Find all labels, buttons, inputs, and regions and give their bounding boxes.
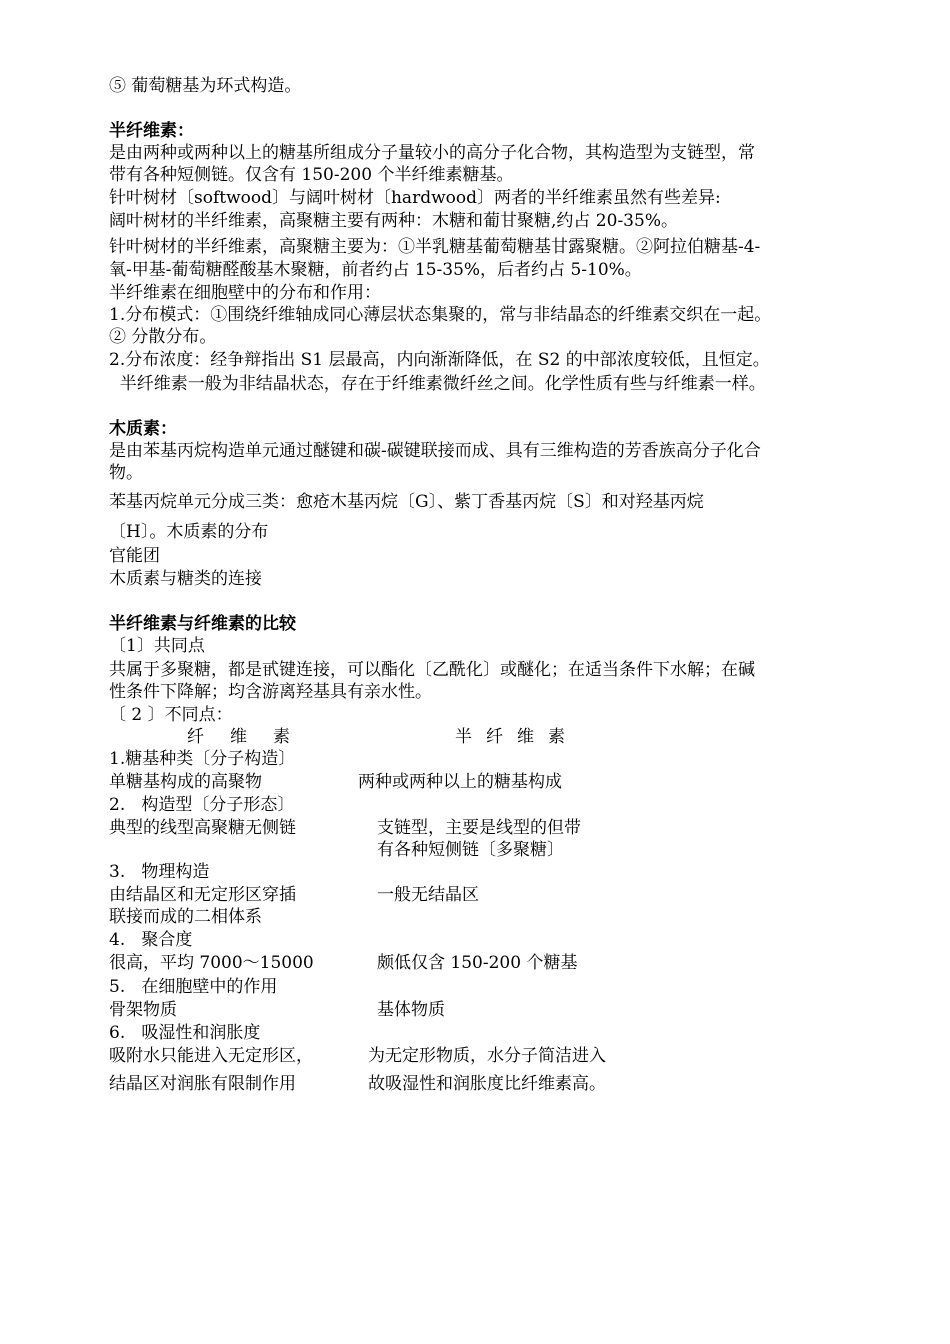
- paragraph-line: 1.分布模式：①围绕纤维轴成同心薄层状态集聚的，常与非结晶态的纤维素交织在一起。: [109, 305, 772, 325]
- paragraph-line: 性条件下降解；均含游离羟基具有亲水性。: [109, 682, 432, 702]
- paragraph-line: 半纤维素在细胞壁中的分布和作用：: [109, 283, 381, 303]
- compare-cell-cellulose: 典型的线型高聚糖无侧链: [109, 818, 296, 838]
- compare-cell-hemicellulose: 故吸湿性和润胀度比纤维素高。: [368, 1074, 606, 1094]
- compare-cell-hemicellulose: 有各种短侧链〔多聚糖〕: [377, 840, 564, 860]
- heading-comparison: 半纤维素与纤维素的比较: [109, 614, 296, 634]
- paragraph-line: 针叶树材〔softwood〕与阔叶树材〔hardwood〕两者的半纤维素虽然有些差异:: [109, 188, 721, 208]
- glucose-ring-note: ⑤ 葡萄糖基为环式构造。: [109, 76, 302, 96]
- compare-row-title: 6. 吸湿性和润胀度: [109, 1023, 261, 1043]
- compare-cell-hemicellulose: 为无定形物质，水分子简洁进入: [368, 1046, 606, 1066]
- compare-cell-hemicellulose: 颇低仅含 150-200 个糖基: [377, 953, 578, 973]
- paragraph-line: 半纤维素一般为非结晶状态，存在于纤维素微纤丝之间。化学性质有些与纤维素一样。: [109, 374, 766, 394]
- compare-row-title: 3. 物理构造: [109, 862, 210, 882]
- paragraph-line: 氧-甲基-葡萄糖醛酸基木聚糖，前者约占 15-35%，后者约占 5-10%。: [109, 260, 642, 280]
- paragraph-line: 是由两种或两种以上的糖基所组成分子量较小的高分子化合物，其构造型为支链型，常: [109, 143, 755, 163]
- compare-cell-hemicellulose: 一般无结晶区: [377, 885, 479, 905]
- heading-lignin: 木质素：: [109, 419, 177, 439]
- paragraph-line: 是由苯基丙烷构造单元通过醚键和碳-碳键联接而成、具有三维构造的芳香族高分子化合: [109, 441, 761, 461]
- compare-cell-cellulose: 很高，平均 7000～15000: [109, 953, 314, 973]
- compare-cell-hemicellulose: 支链型，主要是线型的但带: [377, 818, 581, 838]
- paragraph-line: 〔H〕。木质素的分布: [109, 522, 269, 542]
- paragraph-line: 〔1〕共同点: [109, 636, 205, 656]
- compare-cell-cellulose: 由结晶区和无定形区穿插: [109, 885, 296, 905]
- compare-row-title: 5. 在细胞壁中的作用: [109, 977, 278, 997]
- paragraph-line: 〔 2 〕不同点：: [109, 705, 233, 725]
- compare-cell-hemicellulose: 两种或两种以上的糖基构成: [358, 772, 562, 792]
- compare-row-title: 4. 聚合度: [109, 930, 193, 950]
- compare-cell-cellulose: 吸附水只能进入无定形区，: [109, 1046, 313, 1066]
- compare-cell-cellulose: 联接而成的二相体系: [109, 907, 262, 927]
- compare-row-title: 2. 构造型〔分子形态〕: [109, 795, 295, 815]
- paragraph-line: 带有各种短侧链。仅含有 150-200 个半纤维素糖基。: [109, 165, 514, 185]
- paragraph-line: 物。: [109, 463, 143, 483]
- paragraph-line: 阔叶树材的半纤维素，高聚糖主要有两种：木糖和葡甘聚糖,约占 20-35%。: [109, 211, 678, 231]
- column-header-cellulose: 纤维素: [187, 727, 316, 747]
- paragraph-line: 官能团: [109, 546, 160, 566]
- compare-cell-cellulose: 单糖基构成的高聚物: [109, 772, 262, 792]
- paragraph-line: 苯基丙烷单元分成三类：愈疮木基丙烷〔G〕、紫丁香基丙烷〔S〕和对羟基丙烷: [109, 492, 704, 512]
- column-header-hemicellulose: 半纤维素: [455, 727, 579, 747]
- paragraph-line: 针叶树材的半纤维素，高聚糖主要为：①半乳糖基葡萄糖基甘露聚糖。②阿拉伯糖基-4-: [109, 237, 761, 257]
- compare-cell-hemicellulose: 基体物质: [377, 1000, 445, 1020]
- compare-cell-cellulose: 结晶区对润胀有限制作用: [109, 1074, 296, 1094]
- paragraph-line: 共属于多聚糖，都是甙键连接，可以酯化〔乙酰化〕或醚化；在适当条件下水解；在碱: [109, 660, 755, 680]
- paragraph-line: 2.分布浓度：经争辩指出 S1 层最高，内向渐渐降低，在 S2 的中部浓度较低，且恒定。: [109, 350, 770, 370]
- compare-cell-cellulose: 骨架物质: [109, 1000, 177, 1020]
- paragraph-line: 木质素与糖类的连接: [109, 569, 262, 589]
- compare-row-title: 1.糖基种类〔分子构造〕: [109, 749, 296, 769]
- paragraph-line: ② 分散分布。: [109, 327, 217, 347]
- heading-hemicellulose: 半纤维素：: [109, 121, 194, 141]
